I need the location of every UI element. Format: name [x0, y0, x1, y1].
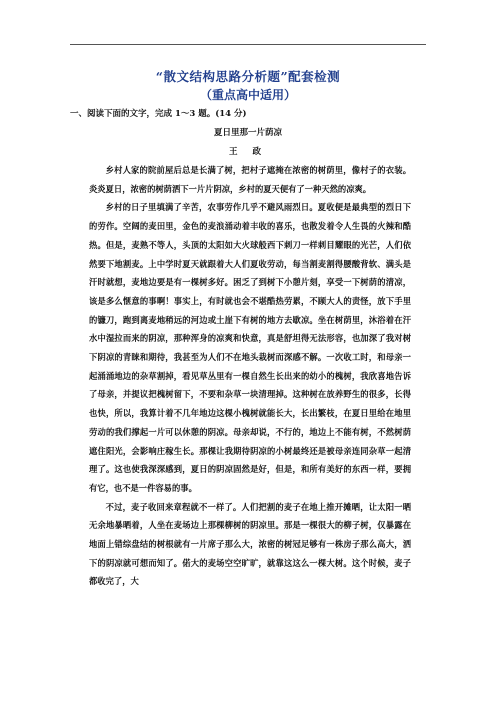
section-heading: 一、阅读下面的文字，完成 1～3 题。(14 分): [70, 109, 247, 119]
document-title: “散文结构思路分析题”配套检测: [155, 69, 341, 84]
article-title: 夏日里那一片荫凉: [213, 128, 282, 138]
article-author: 王 政: [229, 147, 267, 157]
paragraph: 乡村的日子里填满了辛苦，农事劳作几乎不避风雨烈日。夏收便是最典型的烈日下的劳作。空阔的麦田里，金色的麦浪涌动着丰收的喜乐，也散发着令人生畏的火辣和酷热。但是，麦熟不等人，头顶的太阳如大火球般西下刺刀一样刺目耀眼的光芒，人们依然要下地割麦。上中学时夏天就跟着大人们夏收劳动，每当割麦割得腰酸背软、满头是汗时就想，麦地边要是有一棵树多好。困乏了到树下小憩片刻，享受一下树荫的清凉，该是多么惬意的事啊！事实上，有时就也会不堪酷热劳累，不顾大人的责怪，放下手里的镰刀，跑到离麦地稍远的河边或土崖下有树的地方去歇凉。坐在树荫里，沐浴着在汗水中湿拉而来的阴凉，那种浑身的凉爽和快意，真是舒坦得无法形容，也加深了我对树下阴凉的青睐和期待，我甚至为人们不在地头栽树而深感不解。一次收工时，和母亲一起涌涌地边的杂草割掉，看见草丛里有一棵自然生长出来的幼小的槐树，我欣喜地告诉了母亲，并提议把槐树留下，不要和杂草一块清理掉。这种树在放养野生的很多，长得也快，所以，我算计着不几年地边这棵小槐树就能长大，长出繁枝，在夏日里给在地里劳动的我们撑起一片可以休憩的阴凉。母亲却说，不行的，地边上不能有树，不然树荫遮住阳光，会影响庄稼生长。那棵让我期待阴凉的小树最终还是被母亲连同杂草一起清理了。这也使我深深感到，夏日的阴凉固然是好，但是，和所有美好的东西一样，要拥有它，也不是一件容易的事。: [89, 202, 411, 493]
paragraph: 乡村人家的院前屋后总是长满了树，把村子遮掩在浓密的树荫里，像村子的衣装。炎炎夏日，浓密的树荫洒下一片片阴凉，乡村的夏天便有了一种天然的凉爽。: [89, 165, 411, 194]
article-body: [89, 161, 411, 591]
header-rule: [70, 44, 426, 45]
document-subtitle: （重点高中适用）: [199, 88, 296, 102]
paragraph: 不过，麦子收回来章程就不一样了。人们把割的麦子在地上推开摊晒，让太阳一晒无余地暴晒着，人坐在麦场边上那棵柳树的阴凉里。那是一棵很大的柳子树，仅暴露在地面上错综盘结的树根就有一片席子那么大，浓密的树冠足够有一株房子那么高大，洒下的阴凉就可想而知了。偌大的麦场空空旷旷，就靠这这么一棵大树。这个时候，麦子都收完了，大: [89, 501, 411, 587]
